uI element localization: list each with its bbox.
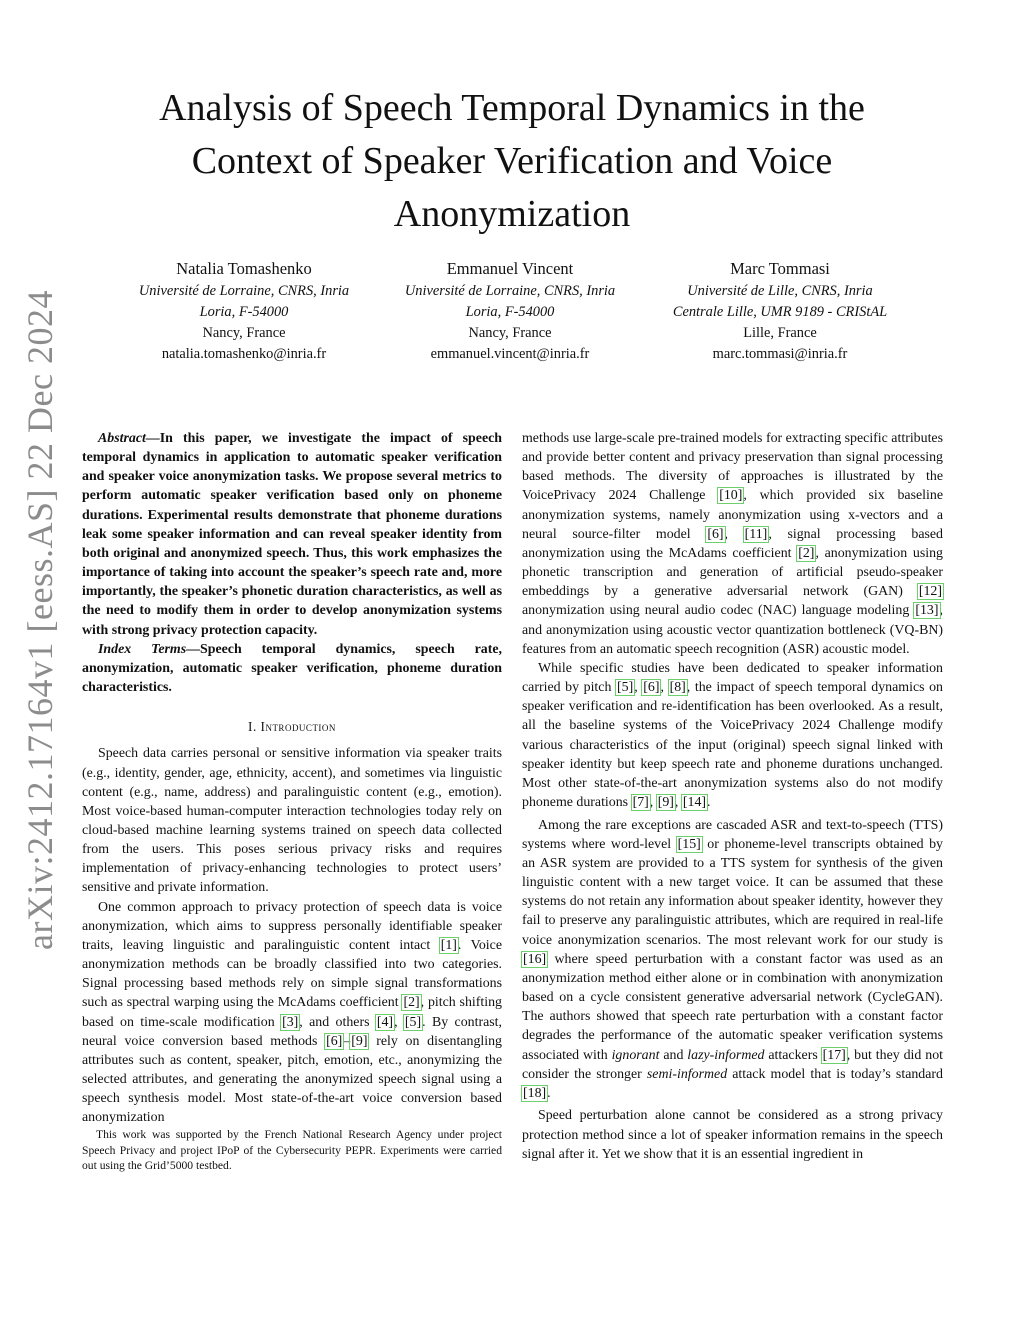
citation-link[interactable]: [16] <box>523 951 547 967</box>
citation-link[interactable]: [1] <box>440 937 457 953</box>
citation-link[interactable]: [6] <box>643 680 660 696</box>
citation-link[interactable]: [6] <box>707 526 724 542</box>
citation-link[interactable]: [6] <box>326 1033 343 1049</box>
author-email: marc.tommasi@inria.fr <box>712 346 848 362</box>
citation-link[interactable]: [12] <box>918 584 942 600</box>
right-column <box>522 429 943 1164</box>
author-location: Nancy, France <box>468 325 552 341</box>
intro-paragraph-4: Among the rare exceptions are cascaded ASR and text-to-speech (TTS) systems where word-level [15] or phoneme-level transcripts obtained by an ASR system are provided to a TTS system for synthesis of the given linguistic content with a new target voice. It can be assumed that these systems do not retain any information about speaker identity, however they fail to preserve any paralinguistic attributes, which are required in real-life voice anonymization scenarios. The most relevant work for our study is [16] where speed perturbation with a constant factor was used as an anonymization method either alone or in combination with anonymization based on a cycle consistent generative adversarial network (CycleGAN). The authors showed that speech rate perturbation with a constant factor degrades the performance of the automatic speaker verification systems associated with ignorant and lazy-informed attackers [17], but they did not consider the stronger semi-informed attack model that is today’s standard [18]. <box>522 817 944 1101</box>
abstract-label: Abstract— <box>98 431 160 446</box>
paper-title: Analysis of Speech Temporal Dynamics in the Context of Speaker Verification and Voice Anonymization <box>159 87 865 235</box>
author-1 <box>94 258 394 365</box>
intro-paragraph-2: One common approach to privacy protection of speech data is voice anonymization, which aims to suppress personally identifiable speaker traits, leaving linguistic and paralinguistic content intact [1]. Voice anonymization methods can be broadly classified into two categories. Signal processing based methods rely on simple signal transformations such as spectral warping using the McAdams coefficient [2], pitch shifting based on time-scale modification [3], and others [4], [5]. By contrast, neural voice conversion based methods [6]–[9] rely on disentangling attributes such as content, speaker, pitch, emotion, etc., anonymizing the selected attributes, and generating the anonymized speech signal using a speech synthesis model. Most state-of-the-art voice conversion based anonymization <box>82 899 503 1126</box>
footnote: This work was supported by the French National Research Agency under project Speech Privacy and project IPoP of the Cybersecurity PEPR. Experiments were carried out using the Grid’5000 testbed. <box>82 1128 502 1173</box>
citation-link[interactable]: [2] <box>403 995 420 1011</box>
author-affiliation: Université de Lorraine, CNRS, Inria <box>404 283 616 299</box>
author-affiliation: Loria, F-54000 <box>199 304 289 320</box>
citation-link[interactable]: [11] <box>744 526 768 542</box>
author-affiliation: Université de Lille, CNRS, Inria <box>687 283 873 299</box>
citation-link[interactable]: [9] <box>657 794 674 810</box>
index-terms <box>82 640 502 697</box>
citation-link[interactable]: [18] <box>523 1085 547 1101</box>
citation-link[interactable]: [8] <box>669 680 686 696</box>
citation-link[interactable]: [4] <box>376 1014 394 1030</box>
author-name: Natalia Tomashenko <box>176 259 312 278</box>
section-title: Introduction <box>260 719 336 735</box>
author-3 <box>630 258 930 365</box>
author-email: emmanuel.vincent@inria.fr <box>430 346 590 362</box>
author-block <box>90 258 970 368</box>
citation-link[interactable]: [10] <box>719 488 743 504</box>
citation-link[interactable]: [5] <box>617 680 634 696</box>
intro-paragraph-5: Speed perturbation alone cannot be considered as a strong privacy protection method since a lot of speaker information remains in the speech signal after it. Yet we show that it is an essential ingredient in <box>522 1108 943 1162</box>
citation-link[interactable]: [15] <box>677 836 701 852</box>
intro-paragraph-1: Speech data carries personal or sensitive information via speaker traits (e.g., identity, gender, age, ethnicity, accent), and sometimes via linguistic content (e.g., name, address) and paralinguistic content (e.g., emotion). Most voice-based human-computer interaction technologies today rely on cloud-based machine learning systems trained on speech data collected from the users. This poses serious privacy risks and requires implementation of privacy-enhancing technologies to protect users’ sensitive and private information. <box>82 746 502 896</box>
author-2 <box>360 258 660 365</box>
citation-link[interactable]: [17] <box>822 1047 846 1063</box>
citation-link[interactable]: [5] <box>404 1014 422 1030</box>
left-column <box>82 429 502 1174</box>
citation-link[interactable]: [2] <box>798 545 815 561</box>
section-number: I. <box>248 719 257 735</box>
citation-link[interactable]: [7] <box>632 794 649 810</box>
arxiv-identifier-text: arXiv:2412.17164v1 [eess.AS] 22 Dec 2024 <box>20 290 60 950</box>
author-location: Lille, France <box>743 325 817 341</box>
intro-paragraph-2-continued: methods use large-scale pre-trained models for extracting specific attributes and provide better content and privacy preservation than signal processing based methods. The diversity of approaches is illustrated by the VoicePrivacy 2024 Challenge [10], which provided six baseline anonymization systems, namely anonymization using x-vectors and a neural source-filter model [6], [11], signal processing based anonymization using the McAdams coefficient [2], anonymization using phonetic transcription and generation of artificial pseudo-speaker embeddings by a generative adversarial network (GAN) [12] anonymization using neural audio codec (NAC) language modeling [13], and anonymization using acoustic vector quantization bottleneck (VQ-BN) features from an automatic speech recognition (ASR) acoustic model. <box>522 431 944 657</box>
citation-link[interactable]: [9] <box>351 1033 368 1049</box>
citation-link[interactable]: [3] <box>282 1014 299 1030</box>
author-name: Marc Tommasi <box>730 259 830 278</box>
abstract <box>82 429 502 640</box>
author-affiliation: Centrale Lille, UMR 9189 - CRIStAL <box>672 304 888 320</box>
arxiv-identifier-stamp <box>18 290 62 950</box>
citation-link[interactable]: [13] <box>915 603 939 619</box>
author-affiliation: Université de Lorraine, CNRS, Inria <box>138 283 350 299</box>
author-email: natalia.tomashenko@inria.fr <box>161 346 327 362</box>
intro-paragraph-3: While specific studies have been dedicated to speaker information carried by pitch [5], [6], [8], the impact of speech temporal dynamics on speaker verification and re-identification has been overlooked. As a result, all the baseline systems of the VoicePrivacy 2024 Challenge modify various characteristics of the input (original) speech signal linked with speaker identity but keep speech rate and phoneme durations unchanged. Most other state-of-the-art anonymization systems also do not modify phoneme durations [7], [9], [14]. <box>522 660 944 810</box>
section-heading-introduction <box>82 717 502 736</box>
index-terms-text: Speech temporal dynamics, speech rate, anonymization, automatic speaker verification, phoneme duration characteristics. <box>82 641 502 696</box>
citation-link[interactable]: [14] <box>682 794 707 810</box>
abstract-text: In this paper, we investigate the impact of speech temporal dynamics in application to automatic speaker verification and speaker voice anonymization tasks. We propose several metrics to perform automatic speaker verification based only on phoneme durations. Experimental results demonstrate that phoneme durations leak some speaker information and can reveal speaker identity from both original and anonymized speech. Thus, this work emphasizes the importance of taking into account the speaker’s speech rate and, more importantly, the speaker’s phonetic duration characteristics, as well as the need to modify them in order to develop anonymization systems with strong privacy protection capacity. <box>82 431 502 638</box>
author-name: Emmanuel Vincent <box>446 259 574 278</box>
index-terms-label: Index Terms— <box>98 641 201 657</box>
author-affiliation: Loria, F-54000 <box>465 304 555 320</box>
author-location: Nancy, France <box>202 325 286 341</box>
